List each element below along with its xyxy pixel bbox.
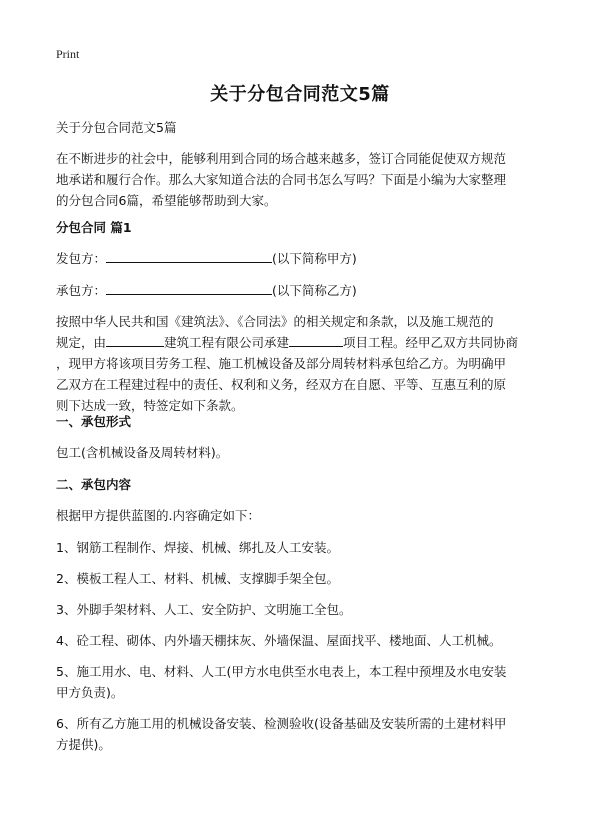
party-a-label: 发包方：	[56, 251, 107, 266]
law-text: 规定，由	[56, 335, 107, 350]
list-item	[56, 713, 556, 755]
subtitle: 关于分包合同范文5篇	[56, 120, 177, 135]
intro-line: 在不断进步的社会中，能够利用到合同的场合越来越多，签订合同能促使双方规范	[56, 151, 507, 166]
law-line: 则下达成一致，特签定如下条款。	[56, 398, 244, 413]
law-text: 项目工程。经甲乙双方共同协商	[343, 335, 519, 350]
list-item-line: 3、外脚手架材料、人工、安全防护、文明施工全包。	[56, 602, 352, 617]
project-blank	[289, 334, 343, 347]
list-item-line: 4、砼工程、砌体、内外墙天棚抹灰、外墙保温、屋面找平、楼地面、人工机械。	[56, 633, 502, 648]
contract-form: 包工(含机械设备及周转材料)。	[56, 445, 229, 460]
party-b-label: 承包方：	[56, 283, 107, 298]
section-heading: 二、承包内容	[56, 477, 132, 492]
section-heading: 一、承包形式	[56, 414, 132, 429]
list-item-line: 方提供)。	[56, 737, 111, 752]
list-item-line: 6、所有乙方施工用的机械设备安装、检测验收(设备基础及安装所需的土建材料甲	[56, 716, 507, 731]
party-a-blank	[106, 250, 272, 263]
law-line	[56, 332, 556, 353]
list-item	[56, 599, 556, 620]
party-a-suffix: (以下简称甲方)	[272, 251, 357, 266]
content-intro: 根据甲方提供蓝图的.内容确定如下：	[56, 508, 260, 523]
law-line: 乙双方在工程建过程中的责任、权利和义务，经双方在自愿、平等、互惠互利的原	[56, 377, 507, 392]
list-item	[56, 568, 556, 589]
party-b-suffix: (以下简称乙方)	[272, 283, 357, 298]
law-line: 按照中华人民共和国《建筑法》、《合同法》的相关规定和条款，以及施工规范的	[56, 314, 494, 329]
intro-paragraph	[56, 148, 556, 211]
page-title: 关于分包合同范文5篇	[210, 84, 390, 105]
section-heading: 分包合同 篇1	[56, 220, 132, 235]
intro-line: 地承诺和履行合作。那么大家知道合法的合同书怎么写吗？下面是小编为大家整理	[56, 172, 507, 187]
list-item-line: 2、模板工程人工、材料、机械、支撑脚手架全包。	[56, 571, 339, 586]
law-paragraph	[56, 311, 556, 416]
party-b-line	[56, 280, 556, 301]
list-item-line: 5、施工用水、电、材料、人工(甲方水电供至水电表上，本工程中预埋及水电安装	[56, 664, 507, 679]
print-link[interactable]: Print	[56, 47, 80, 61]
builder-blank	[106, 334, 164, 347]
list-item-line: 1、钢筋工程制作、焊接、机械、绑扎及人工安装。	[56, 540, 339, 555]
party-b-blank	[106, 282, 272, 295]
list-item	[56, 661, 556, 703]
law-line: ，现甲方将该项目劳务工程、施工机械设备及部分周转材料承包给乙方。为明确甲	[56, 356, 507, 371]
intro-line: 的分包合同6篇，希望能够帮助到大家。	[56, 193, 277, 208]
list-item	[56, 630, 556, 651]
list-item-line: 甲方负责)。	[56, 685, 124, 700]
law-text: 建筑工程有限公司承建	[164, 335, 290, 350]
party-a-line	[56, 248, 556, 269]
list-item	[56, 537, 556, 558]
